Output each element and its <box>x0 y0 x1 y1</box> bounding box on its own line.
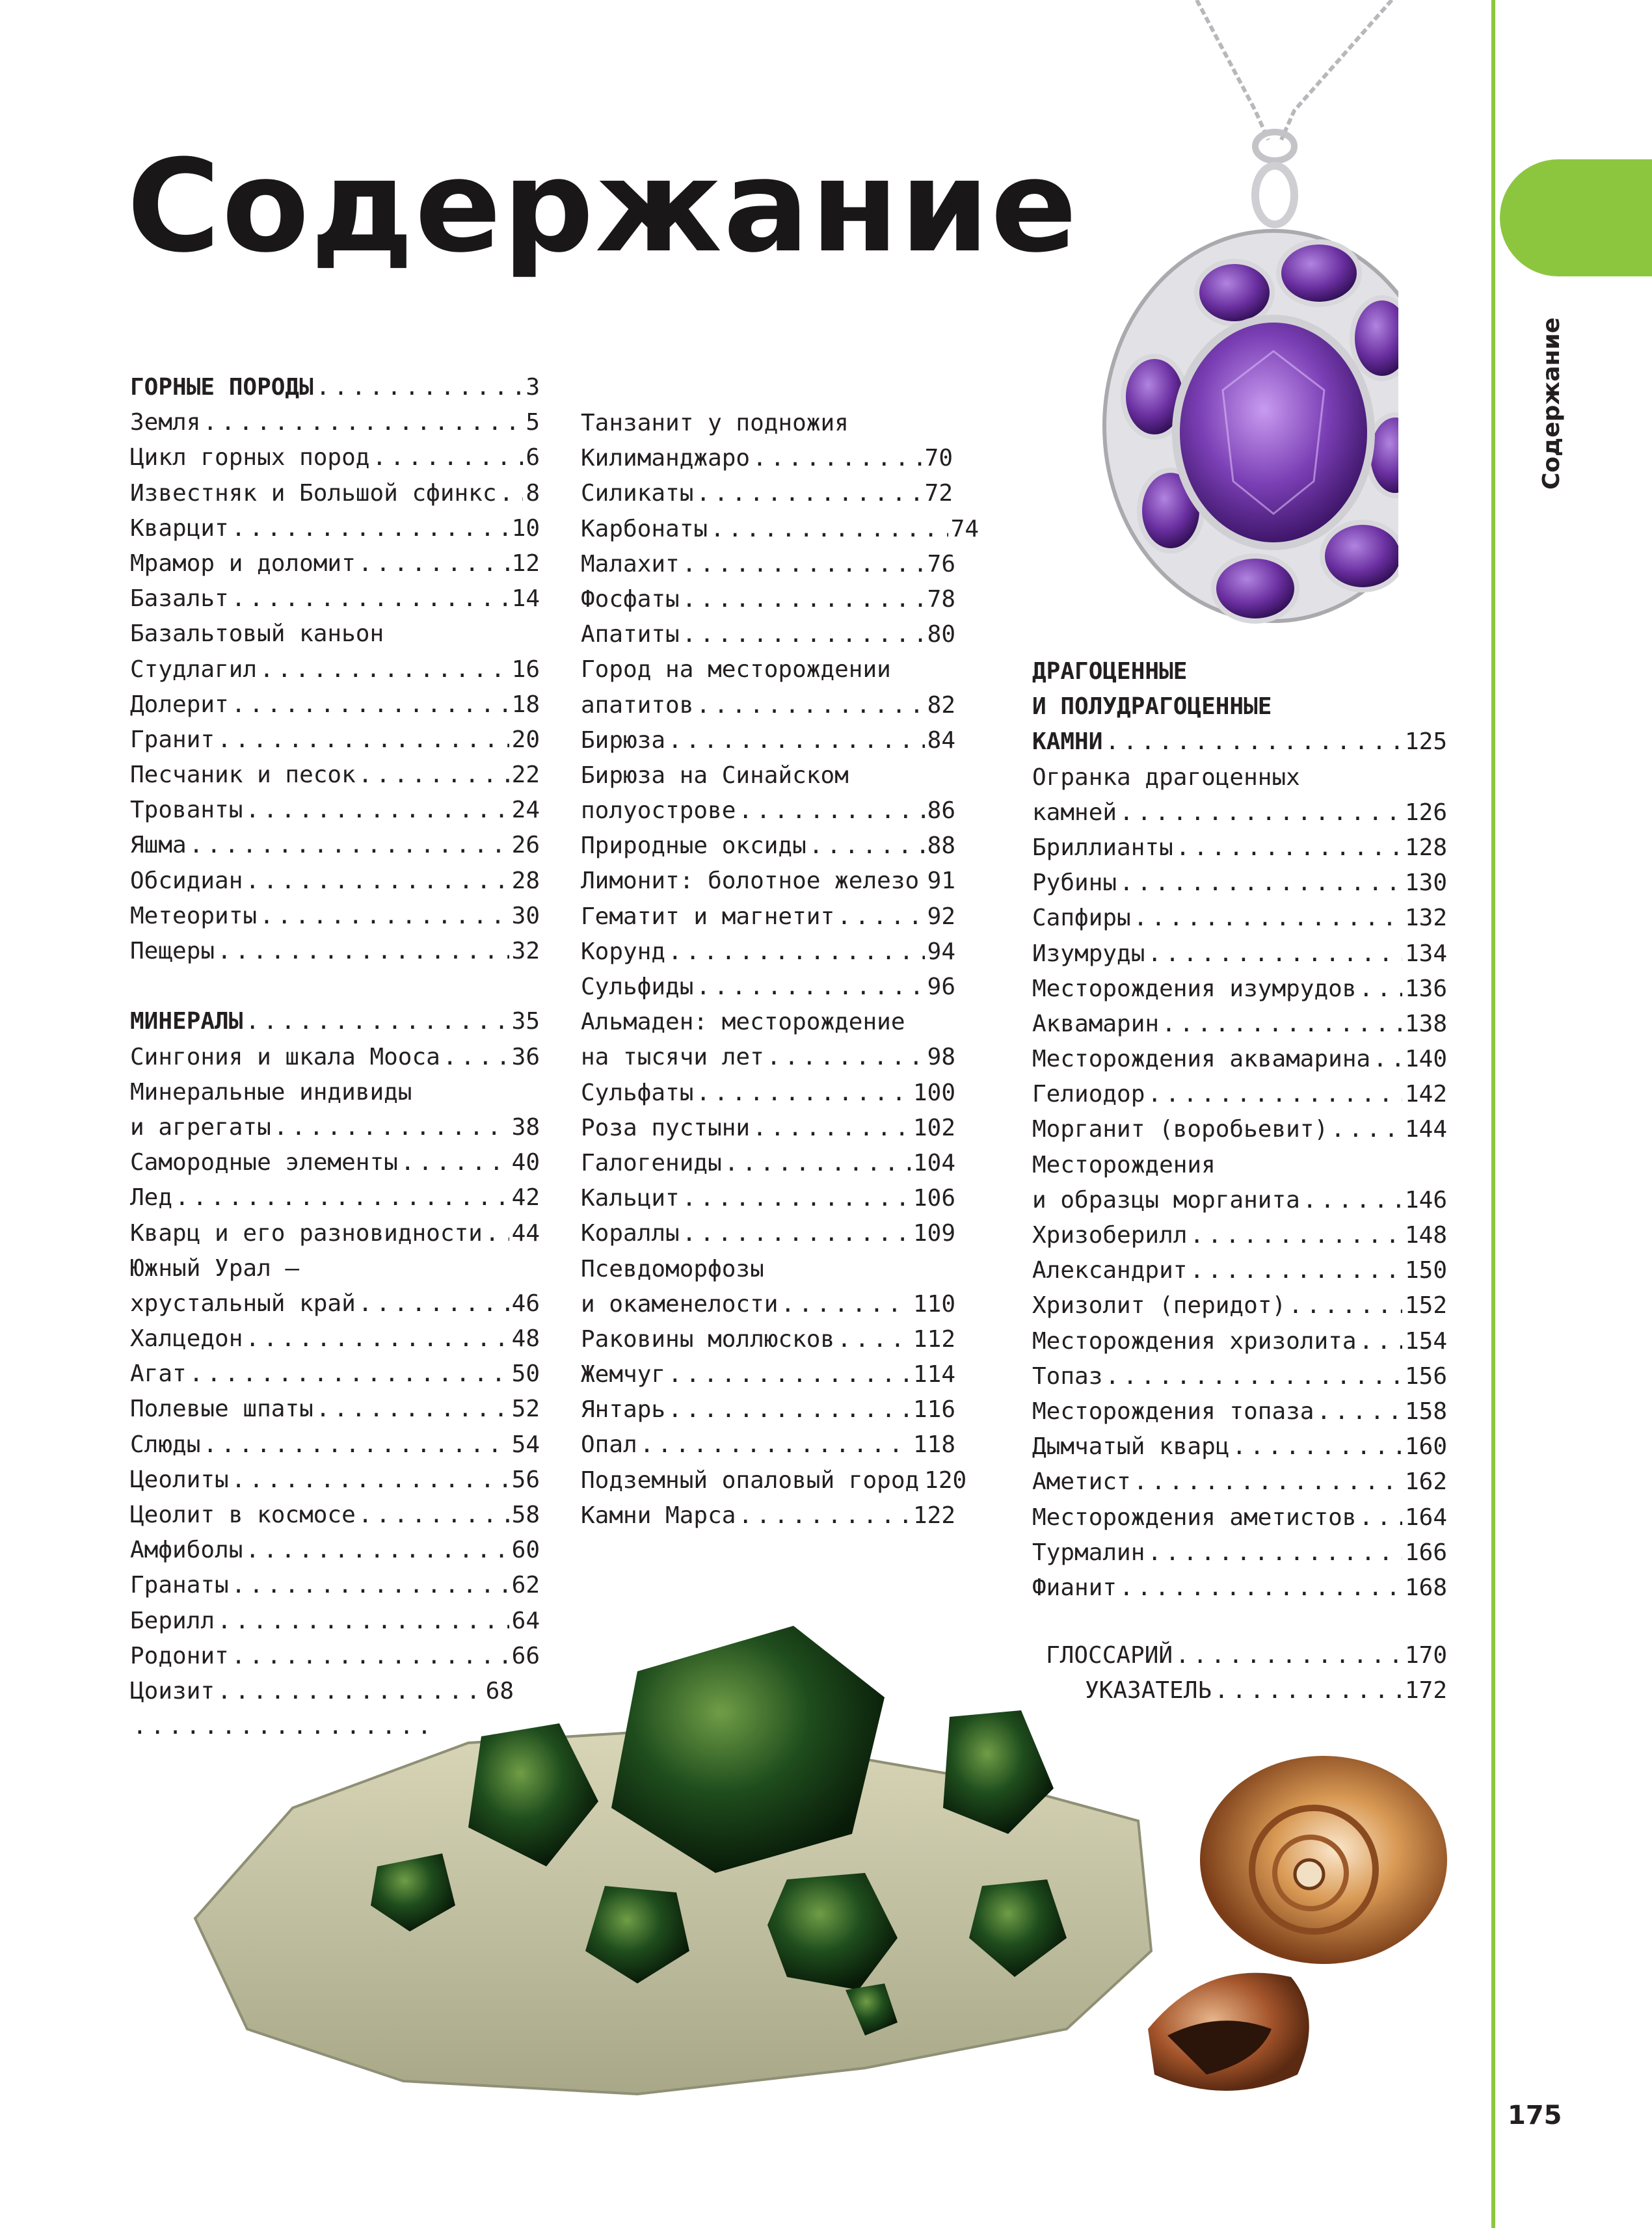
back-matter <box>1046 1642 1447 1712</box>
toc-entry[interactable]: Берилл . . . 64 <box>130 1608 540 1643</box>
toc-entry[interactable]: Кораллы . . . 109 <box>581 1220 955 1255</box>
toc-entry[interactable]: Родонит . . . 66 <box>130 1643 540 1678</box>
toc-entry[interactable]: Агат . . . 50 <box>130 1360 540 1396</box>
toc-entry[interactable]: Кварц и его разновидности . . . 44 <box>130 1220 540 1255</box>
toc-entry[interactable]: Дымчатый кварц . . . 160 <box>1032 1433 1447 1468</box>
toc-entry[interactable]: Килиманджаро . . . 70 <box>581 445 953 480</box>
toc-entry-line: Город на месторождении <box>581 656 891 683</box>
toc-entry[interactable]: апатитов . . . 82 <box>581 692 955 727</box>
toc-entry[interactable]: Лед . . . 42 <box>130 1184 540 1219</box>
toc-entry-index[interactable]: УКАЗАТЕЛЬ . . . 172 <box>1085 1677 1447 1712</box>
toc-entry[interactable]: Месторождения хризолита . . . 154 <box>1032 1328 1447 1363</box>
toc-entry-line: Бирюза на Синайском <box>581 762 849 789</box>
toc-entry[interactable]: Морганит (воробьевит) . . . 144 <box>1032 1116 1447 1151</box>
toc-entry-line: Базальтовый каньон <box>130 620 384 648</box>
toc-entry[interactable]: Полевые шпаты . . . 52 <box>130 1396 540 1431</box>
toc-entry[interactable]: Галогениды . . . 104 <box>581 1150 955 1185</box>
toc-entry[interactable]: Хризолит (перидот) . . . 152 <box>1032 1292 1447 1327</box>
toc-entry[interactable]: Цоизит . . . 68 <box>130 1678 514 1713</box>
toc-entry[interactable]: Корунд . . . 94 <box>581 938 955 974</box>
toc-entry[interactable]: Сапфиры . . . 132 <box>1032 905 1447 940</box>
toc-entry[interactable]: Слюды . . . 54 <box>130 1431 540 1466</box>
toc-column-3 <box>1032 658 1447 1610</box>
toc-entry[interactable]: Изумруды . . . 134 <box>1032 940 1447 975</box>
toc-entry[interactable]: Мрамор и доломит . . . 12 <box>130 550 540 585</box>
toc-entry[interactable]: Месторождения изумрудов . . . 136 <box>1032 975 1447 1011</box>
toc-entry[interactable]: Долерит . . . 18 <box>130 691 540 726</box>
toc-entry-line: Танзанит у подножия <box>581 410 849 436</box>
toc-entry-line: Альмаден: месторождение <box>581 1009 905 1036</box>
toc-entry[interactable]: Месторождения топаза . . . 158 <box>1032 1398 1447 1433</box>
toc-entry[interactable]: Базальт . . . 14 <box>130 585 540 620</box>
toc-entry[interactable]: Фосфаты . . . 78 <box>581 586 955 621</box>
toc-entry[interactable]: Известняк и Большой сфинкс . . . 8 <box>130 480 540 515</box>
toc-entry[interactable]: Сингония и шкала Мооса . . . 36 <box>130 1044 540 1079</box>
toc-entry-glossary[interactable]: ГЛОССАРИЙ . . . 170 <box>1046 1642 1447 1677</box>
toc-entry[interactable]: Бриллианты . . . 128 <box>1032 834 1447 869</box>
toc-entry[interactable]: Янтарь . . . 116 <box>581 1396 955 1431</box>
toc-entry[interactable]: Рубины . . . 130 <box>1032 869 1447 905</box>
toc-entry[interactable]: полуострове . . . 86 <box>581 797 955 832</box>
toc-entry-line: Псевдоморфозы <box>581 1255 764 1282</box>
toc-entry[interactable]: Лимонит: болотное железо . . . 91 <box>581 868 955 903</box>
toc-entry[interactable]: Цикл горных пород . . . 6 <box>130 444 540 479</box>
toc-entry[interactable]: Сульфиды . . . 96 <box>581 974 955 1009</box>
toc-entry[interactable]: МИНЕРАЛЫ . . . 35 <box>130 1008 540 1043</box>
toc-entry-line: Южный Урал — <box>130 1254 300 1282</box>
toc-entry[interactable]: Самородные элементы . . . 40 <box>130 1149 540 1184</box>
toc-entry[interactable]: Карбонаты . . . 74 <box>581 516 979 551</box>
toc-entry[interactable]: Топаз . . . 156 <box>1032 1363 1447 1398</box>
toc-entry[interactable]: КАМНИ . . . 125 <box>1032 728 1447 763</box>
toc-entry[interactable]: Сульфаты . . . 100 <box>581 1080 955 1115</box>
page-title: Содержание <box>127 133 1079 281</box>
toc-entry[interactable]: Аметист . . . 162 <box>1032 1468 1447 1504</box>
toc-entry[interactable]: Гематит и магнетит . . . 92 <box>581 903 955 938</box>
toc-entry[interactable]: Роза пустыни . . . 102 <box>581 1115 955 1150</box>
toc-entry[interactable]: Апатиты . . . 80 <box>581 621 955 656</box>
toc-entry[interactable]: Цеолит в космосе . . . 58 <box>130 1502 540 1537</box>
side-rule <box>1491 0 1495 2228</box>
toc-entry[interactable]: Амфиболы . . . 60 <box>130 1537 540 1572</box>
toc-entry[interactable]: Гелиодор . . . 142 <box>1032 1081 1447 1116</box>
toc-entry[interactable]: Пещеры . . . 32 <box>130 938 540 973</box>
toc-entry[interactable]: на тысячи лет . . . 98 <box>581 1044 955 1079</box>
toc-entry-line: Огранка драгоценных <box>1032 763 1300 791</box>
toc-entry[interactable]: Природные оксиды . . . 88 <box>581 832 955 868</box>
toc-entry[interactable]: Подземный опаловый город 120 <box>581 1466 967 1494</box>
toc-entry[interactable]: Александрит . . . 150 <box>1032 1257 1447 1292</box>
section-tab <box>1500 159 1652 276</box>
toc-entry[interactable]: и образцы морганита . . . 146 <box>1032 1187 1447 1222</box>
toc-entry[interactable]: и агрегаты . . . 38 <box>130 1114 540 1149</box>
toc-entry[interactable]: Силикаты . . . 72 <box>581 480 953 515</box>
toc-entry[interactable]: Кварцит . . . 10 <box>130 515 540 550</box>
toc-entry[interactable]: Турмалин . . . 166 <box>1032 1539 1447 1574</box>
toc-entry[interactable]: хрустальный край . . . 46 <box>130 1290 540 1325</box>
toc-entry[interactable]: Бирюза . . . 84 <box>581 727 955 762</box>
toc-entry[interactable]: Гранаты . . . 62 <box>130 1572 540 1607</box>
toc-column-1 <box>130 374 540 1748</box>
amethyst-pendant-image <box>1008 0 1398 657</box>
toc-entry[interactable]: Студлагил . . . 16 <box>130 656 540 691</box>
toc-entry[interactable]: Аквамарин . . . 138 <box>1032 1011 1447 1046</box>
toc-entry-line: Месторождения <box>1032 1151 1216 1178</box>
toc-entry[interactable]: Опал . . . 118 <box>581 1431 955 1466</box>
section-heading-line: И ПОЛУДРАГОЦЕННЫЕ <box>1032 693 1272 721</box>
seashells-image <box>1128 1723 1480 2127</box>
toc-entry-line: Минеральные индивиды <box>130 1078 412 1106</box>
toc-entry[interactable]: Яшма . . . 26 <box>130 832 540 867</box>
toc-entry[interactable]: Жемчуг . . . 114 <box>581 1361 955 1396</box>
toc-entry[interactable]: Халцедон . . . 48 <box>130 1325 540 1360</box>
toc-entry[interactable]: ГОРНЫЕ ПОРОДЫ . . . 3 <box>130 374 540 409</box>
toc-entry[interactable]: Фианит . . . 168 <box>1032 1574 1447 1610</box>
toc-entry[interactable]: Гранит . . . 20 <box>130 726 540 762</box>
toc-entry[interactable]: Месторождения аметистов . . . 164 <box>1032 1504 1447 1539</box>
section-gap <box>130 973 540 1008</box>
toc-entry[interactable]: Хризоберилл . . . 148 <box>1032 1222 1447 1257</box>
toc-entry[interactable]: Раковины моллюсков . . . 112 <box>581 1326 955 1361</box>
toc-entry[interactable]: Цеолиты . . . 56 <box>130 1466 540 1502</box>
toc-entry[interactable]: Месторождения аквамарина . . . 140 <box>1032 1046 1447 1081</box>
toc-entry[interactable]: Малахит . . . 76 <box>581 551 955 586</box>
toc-entry[interactable]: Метеориты . . . 30 <box>130 903 540 938</box>
toc-entry[interactable]: Обсидиан . . . 28 <box>130 868 540 903</box>
toc-entry[interactable]: и окаменелости . . . 110 <box>581 1291 955 1326</box>
toc-entry[interactable]: Земля . . . 5 <box>130 409 540 444</box>
toc-entry[interactable]: Песчаник и песок . . . 22 <box>130 762 540 797</box>
side-tab-label: Содержание <box>1538 317 1565 490</box>
toc-column-2 <box>581 410 979 1537</box>
toc-entry[interactable]: камней . . . 126 <box>1032 799 1447 834</box>
toc-entry[interactable]: Камни Марса . . . 122 <box>581 1502 955 1537</box>
toc-entry[interactable]: Трованты . . . 24 <box>130 797 540 832</box>
toc-entry[interactable]: Кальцит . . . 106 <box>581 1185 955 1220</box>
toc-entry[interactable] <box>130 1713 442 1748</box>
section-heading-line: ДРАГОЦЕННЫЕ <box>1032 658 1188 685</box>
page-number: 175 <box>1508 2101 1562 2130</box>
